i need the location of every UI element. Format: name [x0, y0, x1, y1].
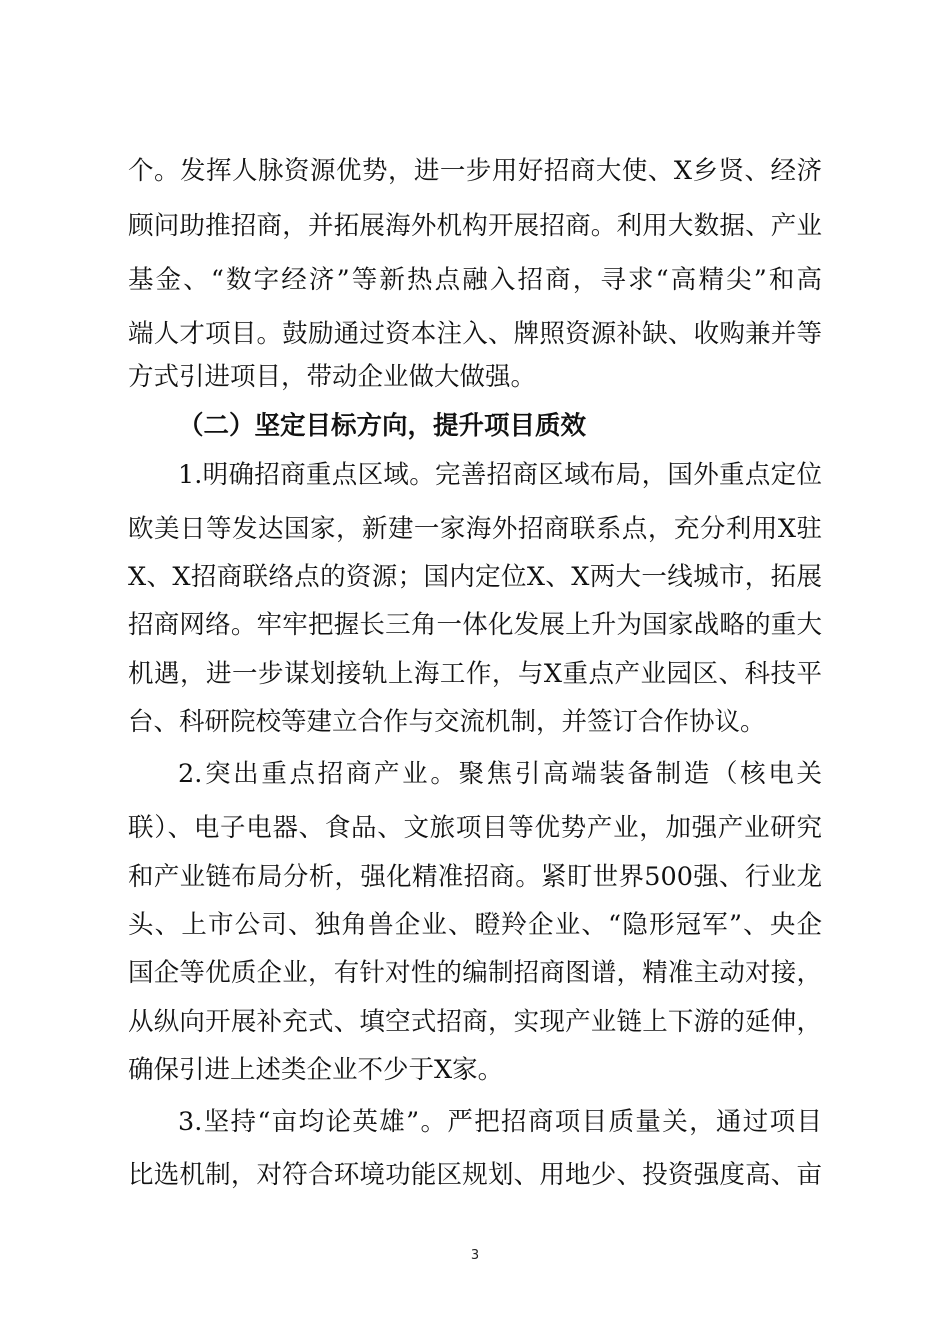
paragraph-line: 台、科研院校等建立合作与交流机制，并签订合作协议。 [128, 707, 766, 737]
paragraph-line: 头、上市公司、独角兽企业、瞪羚企业、“隐形冠军”、央企 [128, 910, 822, 940]
paragraph-line: 联）、电子电器、食品、文旅项目等优势产业，加强产业研究 [128, 813, 822, 843]
paragraph-line: 比选机制，对符合环境功能区规划、用地少、投资强度高、亩 [128, 1160, 822, 1190]
paragraph-line: 1.明确招商重点区域。完善招商区域布局，国外重点定位 [178, 460, 822, 490]
paragraph-line: 欧美日等发达国家，新建一家海外招商联系点，充分利用X驻 [128, 514, 822, 544]
paragraph-line: 3.坚持“亩均论英雄”。严把招商项目质量关，通过项目 [178, 1107, 822, 1137]
paragraph-line: 确保引进上述类企业不少于X家。 [128, 1055, 504, 1085]
section-heading: （二）坚定目标方向，提升项目质效 [178, 411, 587, 441]
paragraph-line: 机遇，进一步谋划接轨上海工作，与X重点产业园区、科技平 [128, 659, 822, 689]
paragraph-line: 顾问助推招商，并拓展海外机构开展招商。利用大数据、产业 [128, 211, 822, 241]
paragraph-line: 方式引进项目，带动企业做大做强。 [128, 362, 537, 392]
paragraph-line: 从纵向开展补充式、填空式招商，实现产业链上下游的延伸， [128, 1007, 822, 1037]
paragraph-line: 国企等优质企业，有针对性的编制招商图谱，精准主动对接， [128, 958, 822, 988]
page-number: 3 [470, 1248, 480, 1263]
paragraph-line: X、X招商联络点的资源；国内定位X、X两大一线城市，拓展 [128, 562, 822, 592]
paragraph-line: 端人才项目。鼓励通过资本注入、牌照资源补缺、收购兼并等 [128, 319, 822, 349]
paragraph-line: 基金、“数字经济”等新热点融入招商，寻求“高精尖”和高 [128, 265, 822, 295]
paragraph-line: 招商网络。牢牢把握长三角一体化发展上升为国家战略的重大 [128, 610, 822, 640]
paragraph-line: 和产业链布局分析，强化精准招商。紧盯世界500强、行业龙 [128, 862, 822, 892]
paragraph-line: 个。发挥人脉资源优势，进一步用好招商大使、X乡贤、经济 [128, 156, 822, 186]
paragraph-line: 2.突出重点招商产业。聚焦引高端装备制造（核电关 [178, 759, 822, 789]
